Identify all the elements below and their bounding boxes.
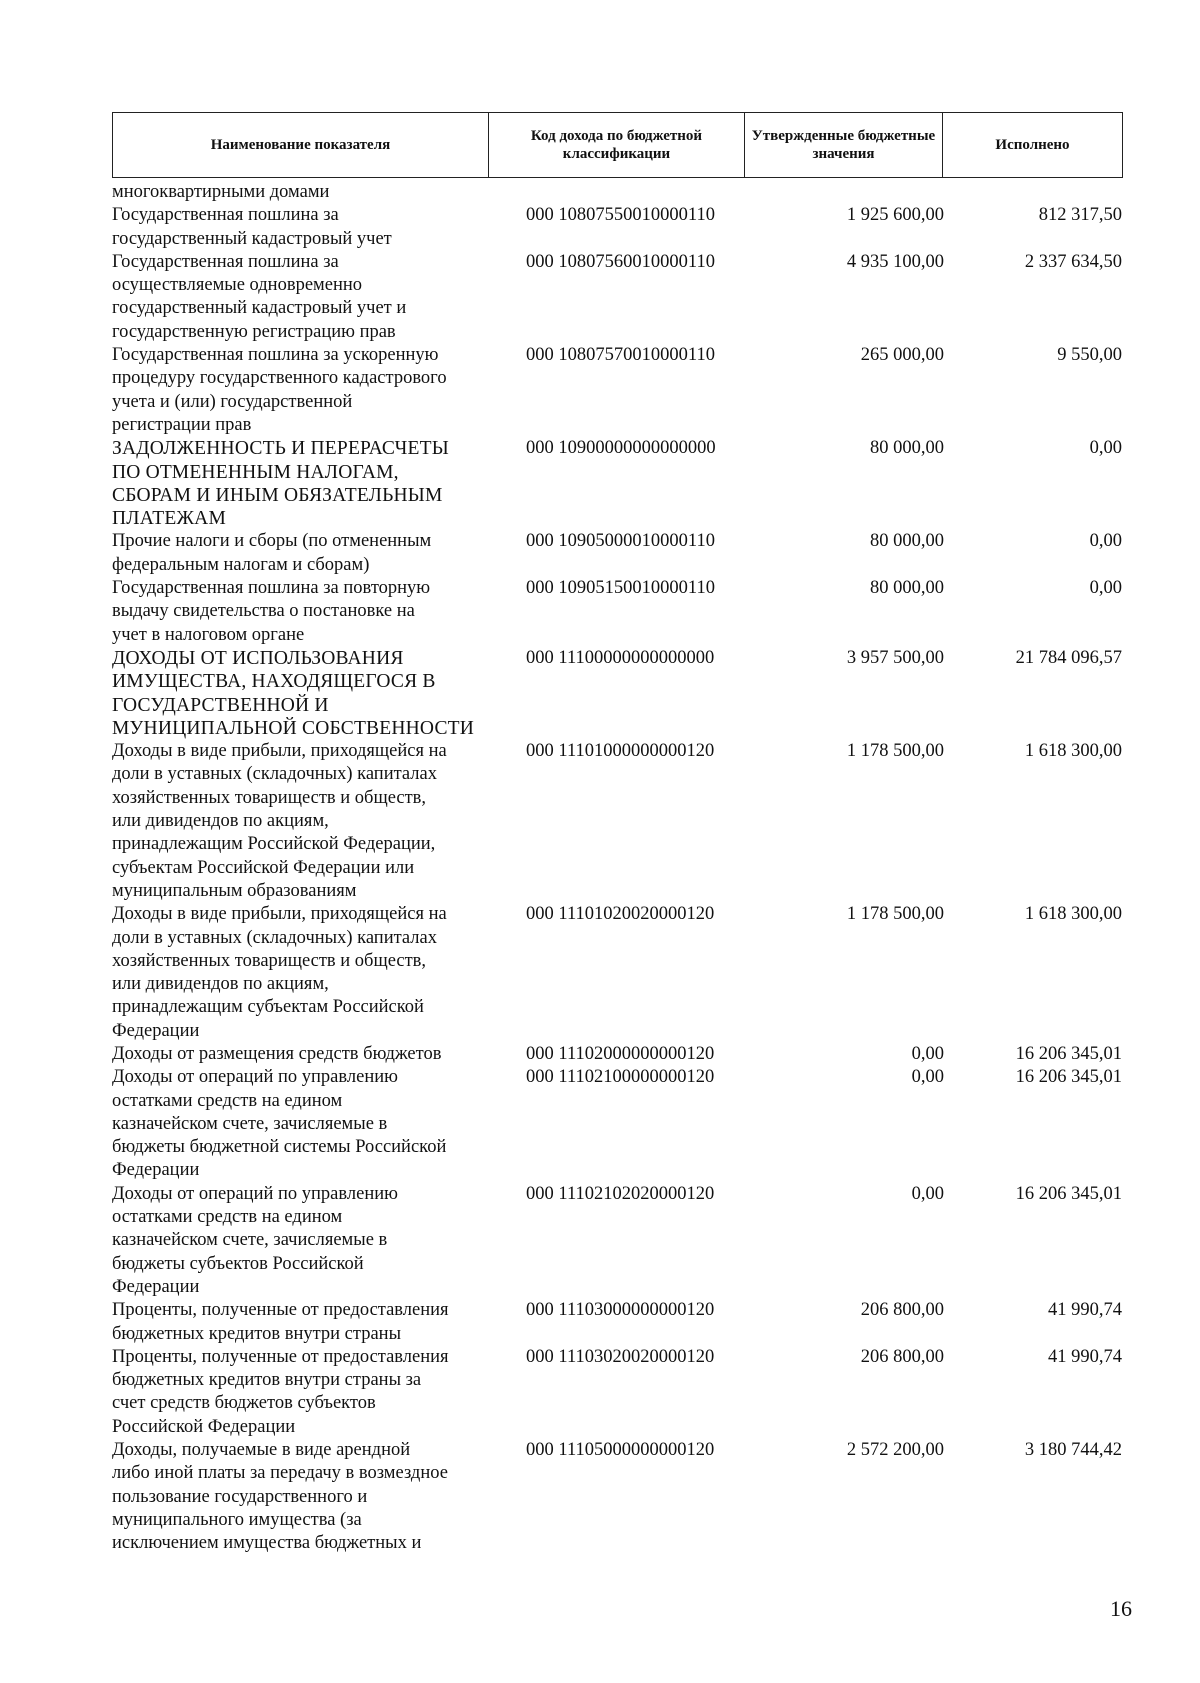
row-name — [112, 647, 512, 740]
row-name-line: Государственная пошлина за повторную — [112, 578, 431, 599]
row-code: 000 10905150010000110 — [526, 578, 715, 599]
row-name-line: остатками средств на едином — [112, 1090, 343, 1111]
row-code: 000 11103000000000120 — [526, 1300, 715, 1321]
row-name-line: счет средств бюджетов субъектов — [112, 1393, 376, 1414]
row-code: 000 11101000000000120 — [526, 741, 715, 762]
row-name-line: субъектам Российской Федерации или — [112, 857, 415, 878]
row-name-line: исключением имущества бюджетных и — [112, 1533, 422, 1554]
row-name-line: Проценты, полученные от предоставления — [112, 1300, 449, 1321]
row-name — [112, 181, 512, 204]
row-approved: 4 935 100,00 — [846, 251, 944, 272]
row-name-line: ПЛАТЕЖАМ — [112, 508, 226, 530]
row-name-line: Доходы от размещения средств бюджетов — [112, 1043, 442, 1064]
row-executed: 1 618 300,00 — [1024, 904, 1122, 925]
row-name-line: учет в налоговом органе — [112, 624, 305, 645]
row-name-line: хозяйственных товариществ и обществ, — [112, 787, 427, 808]
row-name-line: Прочие налоги и сборы (по отмененным — [112, 531, 432, 552]
row-name-line: осуществляемые одновременно — [112, 275, 363, 296]
table-row — [112, 1043, 1122, 1066]
row-name-line: многоквартирными домами — [112, 182, 330, 202]
row-code: 000 11102100000000120 — [526, 1067, 715, 1088]
row-name-line: Государственная пошлина за — [112, 251, 339, 272]
row-name — [112, 1043, 512, 1066]
row-code: 000 10807550010000110 — [526, 205, 715, 226]
row-executed: 16 206 345,01 — [1015, 1043, 1122, 1064]
row-name-line: Доходы в виде прибыли, приходящейся на — [112, 904, 447, 925]
row-approved: 80 000,00 — [870, 578, 944, 599]
table-row — [112, 530, 1122, 577]
row-name-line: казначейском счете, зачисляемые в — [112, 1113, 388, 1134]
table-row — [112, 1439, 1122, 1555]
row-name-line: Проценты, полученные от предоставления — [112, 1346, 449, 1367]
row-approved — [762, 181, 944, 204]
row-code: 000 11100000000000000 — [526, 647, 715, 668]
row-executed: 1 618 300,00 — [1024, 741, 1122, 762]
row-name-line: пользование государственного и — [112, 1486, 368, 1507]
row-name-line: бюджетных кредитов внутри страны — [112, 1323, 401, 1344]
row-executed: 41 990,74 — [1048, 1346, 1122, 1367]
row-code: 000 10807570010000110 — [526, 345, 715, 366]
header-approved: Утвержденные бюджетные значения — [745, 113, 943, 178]
row-name-line: или дивидендов по акциям, — [112, 974, 329, 995]
row-code: 000 10905000010000110 — [526, 531, 715, 552]
row-name-line: хозяйственных товариществ и обществ, — [112, 950, 427, 971]
row-code: 000 11103020020000120 — [526, 1346, 715, 1367]
row-name-line: доли в уставных (складочных) капиталах — [112, 927, 437, 948]
row-name — [112, 204, 512, 251]
row-name-line: федеральным налогам и сборам) — [112, 554, 370, 575]
row-executed: 0,00 — [1089, 531, 1122, 552]
row-name-line: регистрации прав — [112, 414, 252, 435]
page-number: 16 — [1110, 1596, 1132, 1621]
row-approved: 206 800,00 — [860, 1346, 944, 1367]
row-name — [112, 1439, 512, 1555]
row-name-line: ПО ОТМЕНЕННЫМ НАЛОГАМ, — [112, 461, 399, 483]
row-name-line: ГОСУДАРСТВЕННОЙ И — [112, 694, 329, 716]
row-name — [112, 1066, 512, 1182]
row-executed: 3 180 744,42 — [1024, 1440, 1122, 1461]
row-name-line: государственный кадастровый учет и — [112, 298, 407, 319]
row-code: 000 11102000000000120 — [526, 1043, 715, 1064]
row-approved: 0,00 — [911, 1043, 944, 1064]
row-name-line: Государственная пошлина за — [112, 205, 339, 226]
row-approved: 80 000,00 — [870, 531, 944, 552]
row-approved: 1 178 500,00 — [846, 741, 944, 762]
row-name-line: остатками средств на едином — [112, 1207, 343, 1228]
row-name-line: выдачу свидетельства о постановке на — [112, 601, 415, 622]
row-name-line: учета и (или) государственной — [112, 391, 353, 412]
row-executed: 41 990,74 — [1048, 1300, 1122, 1321]
table-row — [112, 251, 1122, 344]
row-name-line: процедуру государственного кадастрового — [112, 368, 447, 389]
row-name-line: Доходы в виде прибыли, приходящейся на — [112, 741, 447, 762]
row-name-line: Российской Федерации — [112, 1416, 296, 1437]
row-name-line: доли в уставных (складочных) капиталах — [112, 764, 437, 785]
row-name-line: бюджеты субъектов Российской — [112, 1253, 364, 1274]
row-name-line: ЗАДОЛЖЕННОСТЬ И ПЕРЕРАСЧЕТЫ — [112, 438, 449, 460]
header-code: Код дохода по бюджетной классификации — [489, 113, 745, 178]
row-code: 000 10900000000000000 — [526, 438, 716, 459]
row-executed: 2 337 634,50 — [1024, 251, 1122, 272]
row-name-line: Доходы от операций по управлению — [112, 1183, 398, 1204]
table-row — [112, 1183, 1122, 1299]
row-name-line: МУНИЦИПАЛЬНОЙ СОБСТВЕННОСТИ — [112, 717, 475, 739]
row-code: 000 11105000000000120 — [526, 1440, 715, 1461]
table-row — [112, 204, 1122, 251]
row-approved: 3 957 500,00 — [846, 647, 944, 668]
table-row — [112, 437, 1122, 530]
row-executed: 9 550,00 — [1057, 345, 1122, 366]
table-row — [112, 1346, 1122, 1439]
row-name-line: СБОРАМ И ИНЫМ ОБЯЗАТЕЛЬНЫМ — [112, 484, 443, 506]
table-header — [112, 112, 1123, 178]
row-executed: 0,00 — [1089, 578, 1122, 599]
row-name-line: муниципального имущества (за — [112, 1509, 362, 1530]
row-name-line: принадлежащим субъектам Российской — [112, 997, 424, 1018]
header-name: Наименование показателя — [113, 113, 489, 178]
row-approved: 1 925 600,00 — [846, 205, 944, 226]
row-name-line: Государственная пошлина за ускоренную — [112, 345, 439, 366]
row-name-line: либо иной платы за передачу в возмездное — [112, 1463, 448, 1484]
row-executed — [944, 181, 1122, 204]
row-name-line: государственный кадастровый учет — [112, 228, 392, 249]
row-approved: 80 000,00 — [870, 438, 944, 459]
table-row — [112, 1066, 1122, 1182]
row-code: 000 10807560010000110 — [526, 251, 715, 272]
table-row — [112, 181, 1122, 204]
row-name-line: Федерации — [112, 1276, 200, 1297]
row-name-line: муниципальным образованиям — [112, 880, 357, 901]
row-name — [112, 1299, 512, 1346]
row-name-line: казначейском счете, зачисляемые в — [112, 1230, 388, 1251]
row-executed: 16 206 345,01 — [1015, 1067, 1122, 1088]
row-name — [112, 1346, 512, 1439]
row-code: 000 11102102020000120 — [526, 1183, 715, 1204]
table-row — [112, 903, 1122, 1043]
row-executed: 21 784 096,57 — [1015, 647, 1122, 668]
row-name-line: бюджетных кредитов внутри страны за — [112, 1370, 422, 1391]
row-approved: 0,00 — [911, 1067, 944, 1088]
table-row — [112, 344, 1122, 437]
row-approved: 2 572 200,00 — [846, 1440, 944, 1461]
row-approved: 206 800,00 — [860, 1300, 944, 1321]
row-name — [112, 251, 512, 344]
header-executed: Исполнено — [943, 113, 1123, 178]
row-name-line: Доходы от операций по управлению — [112, 1067, 398, 1088]
row-name-line: Федерации — [112, 1020, 200, 1041]
row-approved: 265 000,00 — [860, 345, 944, 366]
row-name — [112, 437, 512, 530]
table-row — [112, 740, 1122, 903]
row-name — [112, 903, 512, 1043]
row-name — [112, 344, 512, 437]
table-row — [112, 577, 1122, 647]
row-approved: 0,00 — [911, 1183, 944, 1204]
row-name — [112, 577, 512, 647]
row-name-line: принадлежащим Российской Федерации, — [112, 834, 436, 855]
row-name — [112, 740, 512, 903]
table-body — [112, 181, 1122, 1556]
row-approved: 1 178 500,00 — [846, 904, 944, 925]
row-name-line: или дивидендов по акциям, — [112, 811, 329, 832]
row-executed: 812 317,50 — [1038, 205, 1122, 226]
table-row — [112, 1299, 1122, 1346]
row-code: 000 11101020020000120 — [526, 904, 715, 925]
row-name-line: ДОХОДЫ ОТ ИСПОЛЬЗОВАНИЯ — [112, 647, 404, 669]
row-name — [112, 530, 512, 577]
row-code — [512, 181, 762, 204]
row-name-line: ИМУЩЕСТВА, НАХОДЯЩЕГОСЯ В — [112, 671, 436, 693]
row-name-line: бюджеты бюджетной системы Российской — [112, 1137, 447, 1158]
table-row — [112, 647, 1122, 740]
row-name-line: Доходы, получаемые в виде арендной — [112, 1440, 411, 1461]
row-executed: 16 206 345,01 — [1015, 1183, 1122, 1204]
row-executed: 0,00 — [1089, 438, 1122, 459]
row-name-line: государственную регистрацию прав — [112, 321, 396, 342]
row-name — [112, 1183, 512, 1299]
row-name-line: Федерации — [112, 1160, 200, 1181]
